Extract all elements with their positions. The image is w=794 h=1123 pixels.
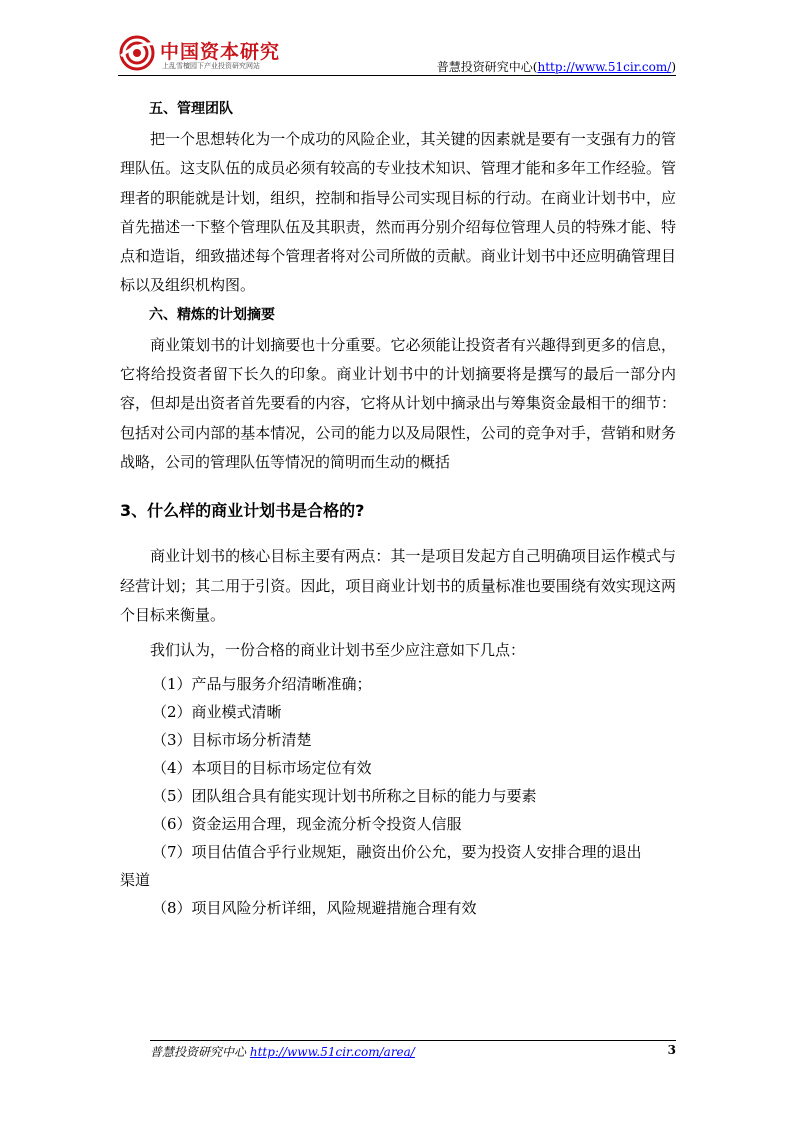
footer-divider [150, 1040, 676, 1041]
list-item: （4）本项目的目标市场定位有效 [152, 759, 372, 778]
footer-label: 普慧投资研究中心 [150, 1045, 247, 1059]
logo [118, 34, 318, 74]
header-site-close: ) [671, 60, 676, 74]
list-item: （7）项目估值合乎行业规矩，融资出价公允，要为投资人安排合理的退出 [152, 843, 642, 862]
header-divider [118, 75, 676, 76]
logo-title: 中国资本研究 [160, 41, 281, 63]
list-item: （8）项目风险分析详细，风险规避措施合理有效 [152, 899, 477, 918]
page-header [118, 30, 676, 75]
list-item: （6）资金运用合理，现金流分析令投资人信服 [152, 815, 462, 834]
section3-paragraph-1: 商业计划书的核心目标主要有两点：其一是项目发起方自己明确项目运作模式与经营计划；其二用于引资。因此，项目商业计划书的质量标准也要围绕有效实现这两个目标来衡量。 [120, 547, 676, 624]
header-site-name: 普慧投资研究中心( [436, 60, 538, 74]
list-item: （2）商业模式清晰 [152, 703, 282, 722]
footer-link[interactable]: http://www.51cir.com/area/ [249, 1045, 415, 1059]
list-item: （5）团队组合具有能实现计划书所称之目标的能力与要素 [152, 787, 537, 806]
criteria-list [120, 670, 676, 922]
header-site [437, 58, 676, 75]
section6-heading: 六、精炼的计划摘要 [149, 306, 275, 323]
logo-subtitle: 上乱雪檀园下产业投资研究网站 [162, 62, 260, 70]
list-item-continuation: 渠道 [120, 871, 151, 890]
logo-globe-icon [118, 34, 160, 72]
section5-paragraph: 把一个思想转化为一个成功的风险企业，其关键的因素就是要有一支强有力的管理队伍。这支队伍的成员必须有较高的专业技术知识、管理才能和多年工作经验。管理者的职能就是计划，组织，控制和指导公司实现目标的行动。在商业计划书中，应首先描述一下整个管理队伍及其职责，然而再分别介绍每位管理人员的特殊才能、特点和造诣，细致描述每个管理者将对公司所做的贡献。商业计划书中还应明确管理目标以及组织机构图。 [120, 130, 676, 295]
document-body [120, 99, 676, 922]
section3-heading: 3、什么样的商业计划书是合格的? [120, 501, 365, 521]
list-item: （3）目标市场分析清楚 [152, 731, 312, 750]
page-footer [150, 1043, 415, 1060]
section6-paragraph: 商业策划书的计划摘要也十分重要。它必须能让投资者有兴趣得到更多的信息，它将给投资者留下长久的印象。商业计划书中的计划摘要将是撰写的最后一部分内容，但却是出资者首先要看的内容，它将从计划中摘录出与筹集资金最相干的细节：包括对公司内部的基本情况，公司的能力以及局限性，公司的竞争对手，营销和财务战略，公司的管理队伍等情况的简明而生动的概括 [120, 335, 676, 471]
header-site-link[interactable]: http://www.51cir.com/ [537, 60, 672, 74]
section3-paragraph-2: 我们认为，一份合格的商业计划书至少应注意如下几点： [150, 641, 526, 660]
page-number: 3 [667, 1043, 676, 1057]
list-item: （1）产品与服务介绍清晰准确； [152, 675, 372, 694]
section5-heading: 五、管理团队 [149, 101, 233, 117]
